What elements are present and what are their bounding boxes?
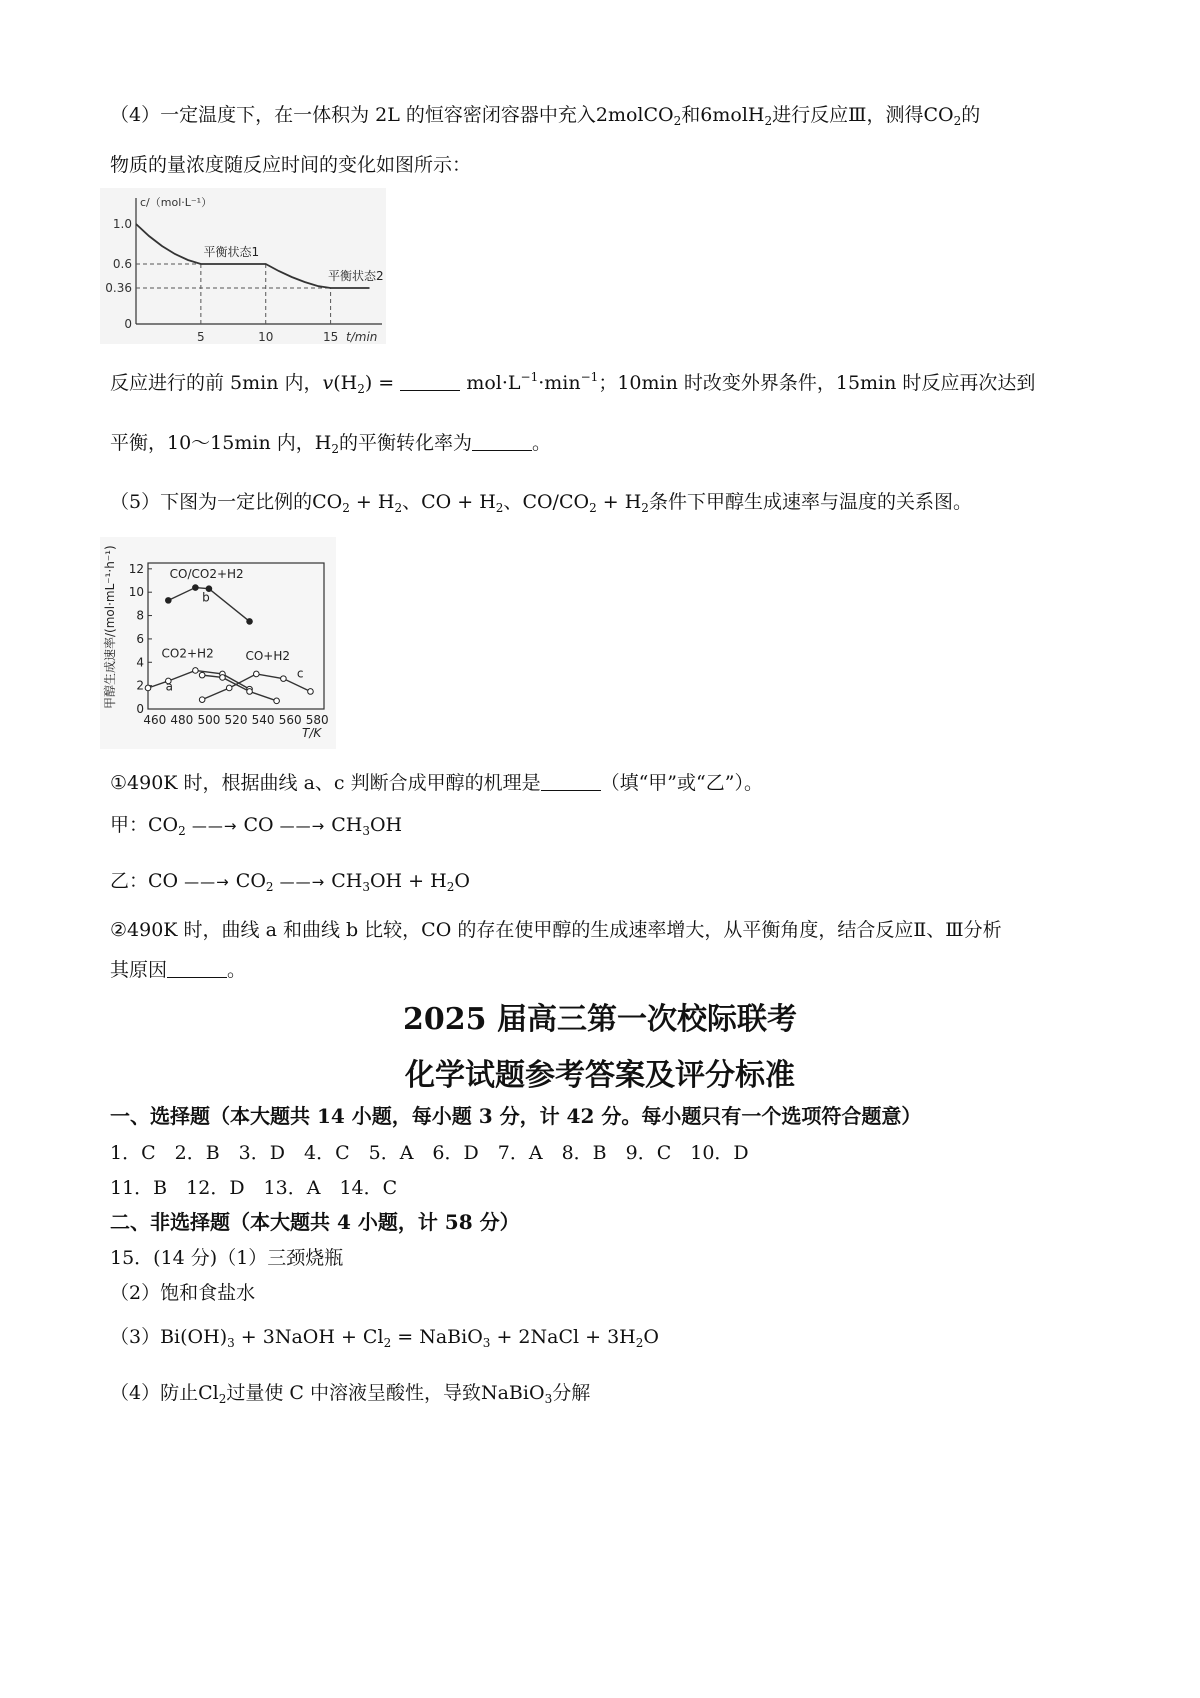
answer-15-3: $(3)Bi(OH)_3$ + 3NaOH + $Cl_2$ = NaBiO$_3$ + 2NaCl + $3H_2O$ <box>110 1326 659 1350</box>
methanol-rate-chart <box>100 537 336 749</box>
q5-line1: （5）下图为一定比例的$CO_2 + H_2$、CO + $H_2$、$CO/CO_2 + H_2$条件下甲醇生成速率与温度的关系图。 <box>110 491 972 515</box>
methanol-rate-chart-svg <box>100 537 336 749</box>
q4-line3: 反应进行的前 5min 内，$v(H_2) = mol\cdot L^{-1}\cdot\min^{-1}$；10min 时改变外界条件，15min 时反应再次达到 <box>110 370 1036 396</box>
data-point-a <box>145 685 151 691</box>
plot-frame <box>148 563 324 709</box>
data-point-c2 <box>274 698 280 704</box>
data-point-c <box>281 676 287 682</box>
answer-blank[interactable] <box>472 434 532 451</box>
q5-sub2-line1: ②490K 时，曲线 a 和曲线 b 比较，CO 的存在使甲醇的生成速率增大，从平衡角度，结合反应Ⅱ、Ⅲ分析 <box>110 919 1002 941</box>
y-tick-label: 8 <box>136 608 144 623</box>
data-point-c <box>254 671 260 677</box>
x-axis-label: T/K <box>302 726 322 740</box>
x-tick-label: 480 <box>170 713 194 727</box>
data-point-a <box>193 668 199 674</box>
series-line-c <box>202 674 310 700</box>
data-point-c2 <box>199 672 205 678</box>
data-point-c2 <box>247 689 253 695</box>
y-axis-label: 甲醇生成速率/(mol·mL⁻¹·h⁻¹) <box>103 545 117 709</box>
curve-letter-b: b <box>202 590 210 605</box>
answers-row1: 1．C 2．B 3．D 4．C 5．A 6．D 7．A 8．B 9．C 10．D <box>110 1142 749 1164</box>
data-point-c <box>308 689 314 695</box>
series-label-c: CO+H2 <box>245 648 291 663</box>
y-tick-label: 6 <box>136 631 144 646</box>
answer-blank[interactable] <box>541 774 601 791</box>
y-tick-label: 1.0 <box>112 217 132 231</box>
data-point-b <box>166 598 172 604</box>
mechanism-jia: 甲：$CO_2$ ——→ CO ——→ $CH_3OH$ <box>110 814 403 838</box>
x-tick-label: 520 <box>224 713 248 727</box>
curve-letter-a: a <box>165 679 173 694</box>
x-tick-label: 560 <box>278 713 302 727</box>
x-tick-label: 500 <box>197 713 221 727</box>
q4-line1: （4）一定温度下，在一体积为 2L 的恒容密闭容器中充入2molCO$_2$和6molH$_2$进行反应Ⅲ，测得$CO_2$的 <box>110 104 981 128</box>
series-line-c2 <box>202 675 276 701</box>
answer-blank[interactable] <box>167 961 227 978</box>
curve-letter-c: c <box>296 666 304 681</box>
data-point-c2 <box>220 675 226 681</box>
answers-row2: 11．B 12．D 13．A 14．C <box>110 1177 398 1199</box>
y-tick-label: 0.6 <box>112 257 132 271</box>
reaction-arrow-icon: ——→ <box>184 873 230 891</box>
x-tick-label: 540 <box>251 713 275 727</box>
section2-heading: 二、非选择题（本大题共 4 小题，计 58 分） <box>110 1210 520 1234</box>
x-tick-label: 5 <box>197 330 205 344</box>
y-tick-label: 0.36 <box>105 281 132 295</box>
y-tick-label: 0 <box>124 317 132 331</box>
answer-blank[interactable] <box>400 374 460 391</box>
y-tick-label: 12 <box>128 561 144 576</box>
series-label-a: CO2+H2 <box>161 646 214 661</box>
data-point-c <box>226 685 232 691</box>
answer-15-1: 15．(14 分)（1）三颈烧瓶 <box>110 1247 344 1269</box>
data-point-b <box>247 619 253 625</box>
y-tick-label: 10 <box>128 585 144 600</box>
q4-line2: 物质的量浓度随反应时间的变化如图所示： <box>110 154 472 176</box>
reaction-arrow-icon: ——→ <box>279 817 326 835</box>
y-tick-label: 4 <box>136 655 144 670</box>
answer-15-4: （4）防止$Cl_2$过量使 C 中溶液呈酸性，导致NaBiO$_3$分解 <box>110 1382 591 1406</box>
reaction-arrow-icon: ——→ <box>191 817 238 835</box>
concentration-chart <box>100 188 386 344</box>
annotation-equilibrium-1: 平衡状态1 <box>203 245 260 259</box>
q4-line4: 平衡，10～15min 内，$H_2$的平衡转化率为 。 <box>110 432 551 456</box>
x-tick-label: 15 <box>322 330 339 344</box>
y-tick-label: 0 <box>136 702 144 716</box>
x-tick-label: 460 <box>143 713 167 727</box>
y-tick-label: 2 <box>136 678 144 693</box>
x-tick-label: 10 <box>258 330 274 344</box>
data-point-b <box>193 585 199 591</box>
mechanism-yi: 乙：CO ——→ $CO_2$ ——→ $CH_3OH + H_2O$ <box>110 870 470 894</box>
x-tick-label: 580 <box>305 713 329 727</box>
data-point-c <box>199 697 205 703</box>
q5-sub1: ①490K 时，根据曲线 a、c 判断合成甲醇的机理是 （填“甲”或“乙”）。 <box>110 772 763 794</box>
series-line-a <box>148 670 250 689</box>
answer-15-2: （2）饱和食盐水 <box>110 1282 256 1304</box>
answers-title: 2025 届高三第一次校际联考 <box>403 1002 797 1037</box>
annotation-equilibrium-2: 平衡状态2 <box>328 269 384 283</box>
x-axis-label: t/min <box>346 330 378 344</box>
q5-sub2-line2: 其原因 。 <box>110 959 247 981</box>
section1-heading: 一、选择题（本大题共 14 小题，每小题 3 分，计 42 分。每小题只有一个选项符合题意） <box>110 1104 922 1128</box>
series-label-b: CO/CO2+H2 <box>169 567 244 582</box>
answers-subtitle: 化学试题参考答案及评分标准 <box>405 1058 795 1093</box>
y-axis-label: c/（mol·L⁻¹） <box>140 196 213 209</box>
reaction-arrow-icon: ——→ <box>279 873 326 891</box>
concentration-chart-svg <box>100 188 386 344</box>
